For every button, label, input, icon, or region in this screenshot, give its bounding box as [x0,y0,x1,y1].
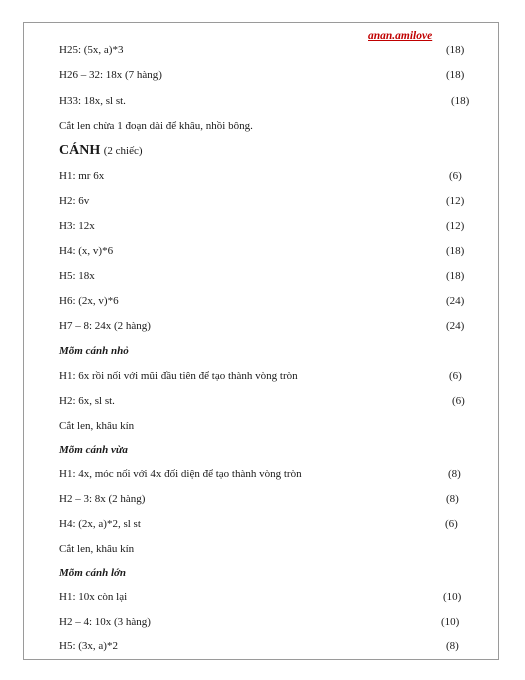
section-heading-canh [59,143,143,159]
pattern-row: H1: 4x, móc nối với 4x đối diện để tạo thành vòng tròn [59,468,302,480]
pattern-row: H1: 6x rồi nối với mũi đầu tiên để tạo thành vòng tròn [59,370,298,382]
stitch-count: (8) [446,493,459,505]
pattern-row: H2: 6v [59,195,90,207]
instruction-note: Cắt len chừa 1 đoạn dài để khâu, nhồi bông. [59,120,253,132]
stitch-count: (18) [446,245,465,257]
stitch-count: (6) [445,518,458,530]
stitch-count: (12) [446,195,465,207]
watermark: anan.amilove [368,30,433,42]
subsection-heading: Mõm cánh nhỏ [59,345,129,357]
stitch-count: (8) [448,468,461,480]
instruction-note: Cắt len, khâu kín [59,543,135,555]
pattern-row: H1: 10x còn lại [59,591,128,603]
stitch-count: (6) [452,395,465,407]
stitch-count: (6) [449,170,462,182]
stitch-count: (24) [446,295,465,307]
pattern-row: H2: 6x, sl st. [59,395,115,407]
stitch-count: (18) [446,270,465,282]
instruction-note: Cắt len, khâu kín [59,420,135,432]
page-frame [23,22,499,660]
stitch-count: (18) [446,44,465,56]
pattern-row: H1: mr 6x [59,170,105,182]
subsection-heading: Mõm cánh vừa [59,444,128,456]
pattern-row: H4: (2x, a)*2, sl st [59,518,141,530]
pattern-row: H5: 18x [59,270,95,282]
stitch-count: (10) [441,616,460,628]
pattern-row: H3: 12x [59,220,95,232]
stitch-count: (6) [449,370,462,382]
stitch-count: (8) [446,640,459,652]
subsection-heading: Mõm cánh lớn [59,567,127,579]
section-title: CÁNH [59,143,101,158]
pattern-row: H5: (3x, a)*2 [59,640,118,652]
stitch-count: (18) [451,95,470,107]
section-subtitle: (2 chiếc) [103,145,143,157]
pattern-row: H2 – 4: 10x (3 hàng) [59,616,151,628]
pattern-row: H7 – 8: 24x (2 hàng) [59,320,151,332]
stitch-count: (12) [446,220,465,232]
pattern-row: H26 – 32: 18x (7 hàng) [59,69,162,81]
pattern-row: H33: 18x, sl st. [59,95,126,107]
stitch-count: (10) [443,591,462,603]
pattern-row: H25: (5x, a)*3 [59,44,124,56]
stitch-count: (18) [446,69,465,81]
pattern-row: H4: (x, v)*6 [59,245,114,257]
stitch-count: (24) [446,320,465,332]
pattern-row: H6: (2x, v)*6 [59,295,119,307]
pattern-row: H2 – 3: 8x (2 hàng) [59,493,146,505]
